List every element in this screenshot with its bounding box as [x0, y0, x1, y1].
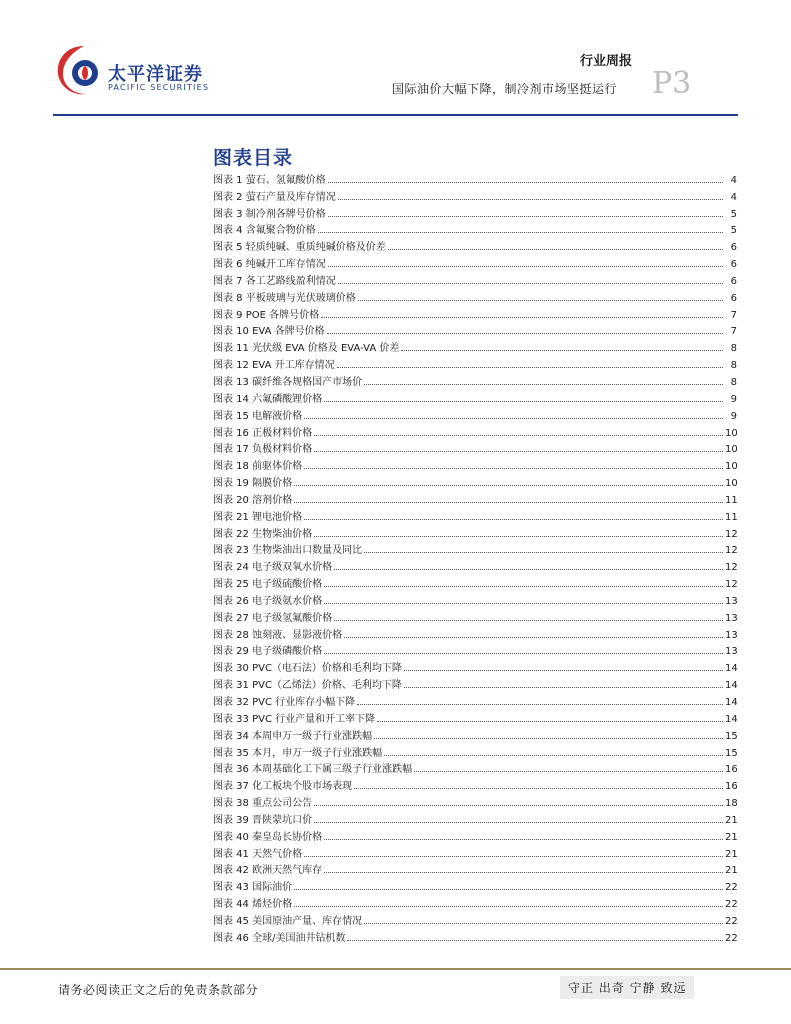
- toc-leader-dots: [328, 216, 723, 217]
- toc-leader-dots: [414, 771, 723, 772]
- toc-leader-dots: [354, 788, 723, 789]
- toc-item-page: 14: [725, 713, 738, 725]
- toc-item-label: 图表 13 碳纤维各规格国产市场价: [213, 376, 363, 388]
- toc-item[interactable]: [213, 489, 737, 506]
- toc-item-label: 图表 11 光伏级 EVA 价格及 EVA-VA 价差: [213, 343, 400, 355]
- footer-divider: [0, 968, 791, 970]
- toc-item-page: 4: [730, 191, 737, 203]
- toc-item[interactable]: [213, 506, 737, 523]
- toc-title: 图表目录: [213, 147, 294, 169]
- toc-item-page: 8: [730, 360, 737, 372]
- toc-item-label: 图表 36 本周基础化工下属三级子行业涨跌幅: [213, 764, 413, 776]
- toc-item-label: 图表 1 萤石、氢氟酸价格: [213, 174, 326, 186]
- toc-leader-dots: [384, 755, 723, 756]
- toc-leader-dots: [314, 435, 723, 436]
- report-type: 行业周报: [580, 54, 633, 69]
- toc-item-page: 13: [725, 646, 738, 658]
- toc-item-page: 10: [725, 461, 738, 473]
- toc-leader-dots: [374, 738, 723, 739]
- toc-item[interactable]: [213, 809, 737, 826]
- toc-leader-dots: [347, 940, 723, 941]
- toc-item[interactable]: [213, 220, 737, 237]
- footer-disclaimer: 请务必阅读正文之后的免责条款部分: [58, 983, 259, 997]
- company-name-en: PACIFIC SECURITIES: [108, 83, 210, 92]
- toc-item-label: 图表 25 电子级硫酸价格: [213, 579, 323, 591]
- toc-leader-dots: [304, 856, 723, 857]
- toc-item-label: 图表 6 纯碱开工库存情况: [213, 259, 326, 271]
- toc-leader-dots: [324, 586, 723, 587]
- toc-item-label: 图表 5 轻质纯碱、重质纯碱价格及价差: [213, 242, 386, 254]
- toc-leader-dots: [364, 552, 723, 553]
- toc-item-page: 15: [725, 747, 738, 759]
- toc-leader-dots: [304, 418, 723, 419]
- toc-item-label: 图表 27 电子级氢氟酸价格: [213, 612, 333, 624]
- toc-item[interactable]: [213, 556, 737, 573]
- toc-item-page: 11: [725, 511, 738, 523]
- toc-leader-dots: [304, 468, 723, 469]
- toc-item-page: 12: [725, 579, 738, 591]
- toc-leader-dots: [364, 923, 723, 924]
- toc-item[interactable]: [213, 607, 737, 624]
- toc-item[interactable]: [213, 860, 737, 877]
- toc-item-label: 图表 41 天然气价格: [213, 848, 303, 860]
- toc-item-page: 10: [725, 427, 738, 439]
- toc-item-label: 图表 17 负极材料价格: [213, 444, 313, 456]
- toc-leader-dots: [324, 401, 723, 402]
- toc-item-page: 21: [725, 865, 738, 877]
- toc-item-label: 图表 2 萤石产量及库存情况: [213, 191, 336, 203]
- toc-item[interactable]: [213, 927, 737, 944]
- toc-item[interactable]: [213, 843, 737, 860]
- toc-item[interactable]: [213, 236, 737, 253]
- toc-item[interactable]: [213, 455, 737, 472]
- toc-item-label: 图表 19 隔膜价格: [213, 478, 293, 490]
- toc-item[interactable]: [213, 590, 737, 607]
- toc-item[interactable]: [213, 270, 737, 287]
- toc-item[interactable]: [213, 405, 737, 422]
- toc-leader-dots: [328, 266, 723, 267]
- toc-item[interactable]: [213, 775, 737, 792]
- toc-item[interactable]: [213, 910, 737, 927]
- toc-leader-dots: [314, 536, 723, 537]
- toc-item-page: 15: [725, 730, 738, 742]
- toc-leader-dots: [321, 317, 723, 318]
- toc-leader-dots: [401, 350, 723, 351]
- toc-leader-dots: [334, 620, 723, 621]
- toc-item-page: 21: [725, 848, 738, 860]
- toc-item-page: 7: [730, 309, 737, 321]
- toc-item[interactable]: [213, 540, 737, 557]
- toc-item-label: 图表 10 EVA 各牌号价格: [213, 326, 325, 338]
- toc-item[interactable]: [213, 304, 737, 321]
- toc-item-label: 图表 40 秦皇岛长协价格: [213, 831, 323, 843]
- company-logo: [52, 40, 112, 100]
- toc-leader-dots: [324, 839, 723, 840]
- toc-item-page: 22: [725, 915, 738, 927]
- toc-item[interactable]: [213, 337, 737, 354]
- toc-item-page: 21: [725, 831, 738, 843]
- toc-item-label: 图表 34 本周申万一级子行业涨跌幅: [213, 730, 373, 742]
- toc-item-label: 图表 3 制冷剂各牌号价格: [213, 208, 326, 220]
- toc-item-page: 6: [730, 259, 737, 271]
- toc-item[interactable]: [213, 641, 737, 658]
- toc-item-page: 8: [730, 376, 737, 388]
- toc-item-page: 16: [725, 781, 738, 793]
- toc-leader-dots: [404, 670, 723, 671]
- toc-item-page: 18: [725, 798, 738, 810]
- toc-item-page: 6: [730, 275, 737, 287]
- toc-item[interactable]: [213, 186, 737, 203]
- toc-item-page: 22: [725, 882, 738, 894]
- toc-item-page: 7: [730, 326, 737, 338]
- toc-item-page: 13: [725, 612, 738, 624]
- toc-item-page: 10: [725, 478, 738, 490]
- toc-item-label: 图表 8 平板玻璃与光伏玻璃价格: [213, 292, 356, 304]
- toc-item-label: 图表 30 PVC（电石法）价格和毛利均下降: [213, 663, 402, 675]
- toc-item-label: 图表 20 溶剂价格: [213, 494, 293, 506]
- toc-leader-dots: [327, 333, 723, 334]
- toc-leader-dots: [358, 300, 723, 301]
- toc-item-page: 9: [730, 393, 737, 405]
- toc-leader-dots: [328, 182, 723, 183]
- toc-item-label: 图表 35 本月，申万一级子行业涨跌幅: [213, 747, 383, 759]
- toc-item-label: 图表 32 PVC 行业库存小幅下降: [213, 697, 356, 708]
- toc-item-label: 图表 7 各工艺路线盈利情况: [213, 275, 336, 287]
- toc-item-page: 9: [730, 410, 737, 422]
- toc-item[interactable]: [213, 253, 737, 270]
- toc-leader-dots: [324, 872, 723, 873]
- toc-item-label: 图表 9 POE 各牌号价格: [213, 309, 320, 321]
- toc-item[interactable]: [213, 321, 737, 338]
- toc-leader-dots: [344, 637, 723, 638]
- toc-item[interactable]: [213, 573, 737, 590]
- toc-item[interactable]: [213, 371, 737, 388]
- toc-leader-dots: [338, 199, 723, 200]
- toc-item-label: 图表 43 国际油价: [213, 882, 293, 894]
- toc-leader-dots: [338, 283, 723, 284]
- toc-item-label: 图表 42 欧洲天然气库存: [213, 865, 323, 877]
- toc-leader-dots: [337, 367, 723, 368]
- toc-item-page: 16: [725, 764, 738, 776]
- toc-item-page: 5: [730, 208, 737, 220]
- toc-item[interactable]: [213, 287, 737, 304]
- toc-item-page: 13: [725, 595, 738, 607]
- toc-item-page: 13: [725, 629, 738, 641]
- toc-item-page: 14: [725, 680, 738, 692]
- toc-item-page: 11: [725, 494, 738, 506]
- toc-item[interactable]: [213, 674, 737, 691]
- toc-item-page: 14: [725, 663, 738, 675]
- toc-item[interactable]: [213, 354, 737, 371]
- toc-item[interactable]: [213, 893, 737, 910]
- toc-leader-dots: [294, 906, 723, 907]
- toc-item[interactable]: [213, 169, 737, 186]
- toc-leader-dots: [318, 232, 723, 233]
- toc-item-label: 图表 39 晋陕蒙坑口价: [213, 814, 313, 826]
- toc-item-page: 22: [725, 899, 738, 911]
- toc-item-page: 14: [725, 697, 738, 708]
- toc-item[interactable]: [213, 759, 737, 776]
- toc-item-page: 8: [730, 343, 737, 355]
- toc-item-label: 图表 45 美国原油产量、库存情况: [213, 915, 363, 927]
- toc-item[interactable]: [213, 708, 737, 725]
- toc-item-page: 12: [725, 528, 738, 540]
- footer-motto: 守正 出奇 宁静 致远: [560, 976, 694, 999]
- toc-item-label: 图表 12 EVA 开工库存情况: [213, 360, 335, 372]
- toc-item-label: 图表 37 化工板块个股市场表现: [213, 781, 353, 793]
- toc-leader-dots: [324, 653, 723, 654]
- toc-leader-dots: [377, 721, 723, 722]
- toc-item-label: 图表 21 锂电池价格: [213, 511, 303, 523]
- toc-item[interactable]: [213, 691, 737, 708]
- page-number: P3: [652, 66, 692, 101]
- toc-leader-dots: [294, 485, 723, 486]
- toc-item-label: 图表 18 前驱体价格: [213, 461, 303, 473]
- toc-item-page: 12: [725, 545, 738, 557]
- toc-item-label: 图表 23 生物柴油出口数量及同比: [213, 545, 363, 557]
- toc-item[interactable]: [213, 523, 737, 540]
- toc-item[interactable]: [213, 826, 737, 843]
- toc-item[interactable]: [213, 657, 737, 674]
- toc-item[interactable]: [213, 725, 737, 742]
- toc-item-page: 21: [725, 814, 738, 826]
- toc-leader-dots: [294, 889, 723, 890]
- toc-leader-dots: [388, 249, 723, 250]
- toc-item[interactable]: [213, 203, 737, 220]
- toc-item-label: 图表 14 六氟磷酸锂价格: [213, 393, 323, 405]
- toc-item[interactable]: [213, 876, 737, 893]
- toc-item-page: 22: [725, 932, 738, 944]
- toc-item-label: 图表 33 PVC 行业产量和开工率下降: [213, 713, 376, 725]
- toc-item[interactable]: [213, 792, 737, 809]
- toc-item-label: 图表 46 全球/美国油井钻机数: [213, 932, 346, 944]
- toc-leader-dots: [304, 519, 723, 520]
- toc-leader-dots: [357, 704, 723, 705]
- toc-item-page: 4: [730, 174, 737, 186]
- company-name-cn: 太平洋证券: [108, 64, 203, 85]
- toc-leader-dots: [314, 822, 723, 823]
- toc-leader-dots: [334, 569, 723, 570]
- toc-item[interactable]: [213, 742, 737, 759]
- toc-item-label: 图表 38 重点公司公告: [213, 798, 313, 810]
- toc-item-label: 图表 15 电解液价格: [213, 410, 303, 422]
- toc-item-page: 12: [725, 562, 738, 574]
- toc-leader-dots: [314, 451, 723, 452]
- toc-item-page: 5: [730, 225, 737, 237]
- toc-item-label: 图表 16 正极材料价格: [213, 427, 313, 439]
- toc-item-label: 图表 28 蚀刻液、显影液价格: [213, 629, 343, 641]
- toc-item-label: 图表 31 PVC（乙烯法）价格、毛利均下降: [213, 680, 402, 692]
- header-divider: [53, 114, 738, 116]
- toc-leader-dots: [324, 603, 723, 604]
- toc-item[interactable]: [213, 472, 737, 489]
- toc-item-page: 6: [730, 242, 737, 254]
- toc-item-label: 图表 22 生物柴油价格: [213, 528, 313, 540]
- toc-item[interactable]: [213, 422, 737, 439]
- report-title: 国际油价大幅下降，制冷剂市场坚挺运行: [392, 82, 618, 96]
- toc-item-label: 图表 24 电子级双氧水价格: [213, 562, 333, 574]
- toc-leader-dots: [314, 805, 723, 806]
- toc-item-page: 6: [730, 292, 737, 304]
- toc-item-label: 图表 29 电子级磷酸价格: [213, 646, 323, 658]
- toc-leader-dots: [404, 687, 723, 688]
- toc-item[interactable]: [213, 439, 737, 456]
- toc-item-label: 图表 26 电子级氨水价格: [213, 595, 323, 607]
- toc-item-label: 图表 4 含氟聚合物价格: [213, 225, 316, 237]
- table-of-contents: [213, 169, 737, 944]
- toc-leader-dots: [294, 502, 723, 503]
- toc-item-page: 10: [725, 444, 738, 456]
- toc-item[interactable]: [213, 624, 737, 641]
- toc-item[interactable]: [213, 388, 737, 405]
- toc-item-label: 图表 44 烯烃价格: [213, 899, 293, 911]
- toc-leader-dots: [364, 384, 723, 385]
